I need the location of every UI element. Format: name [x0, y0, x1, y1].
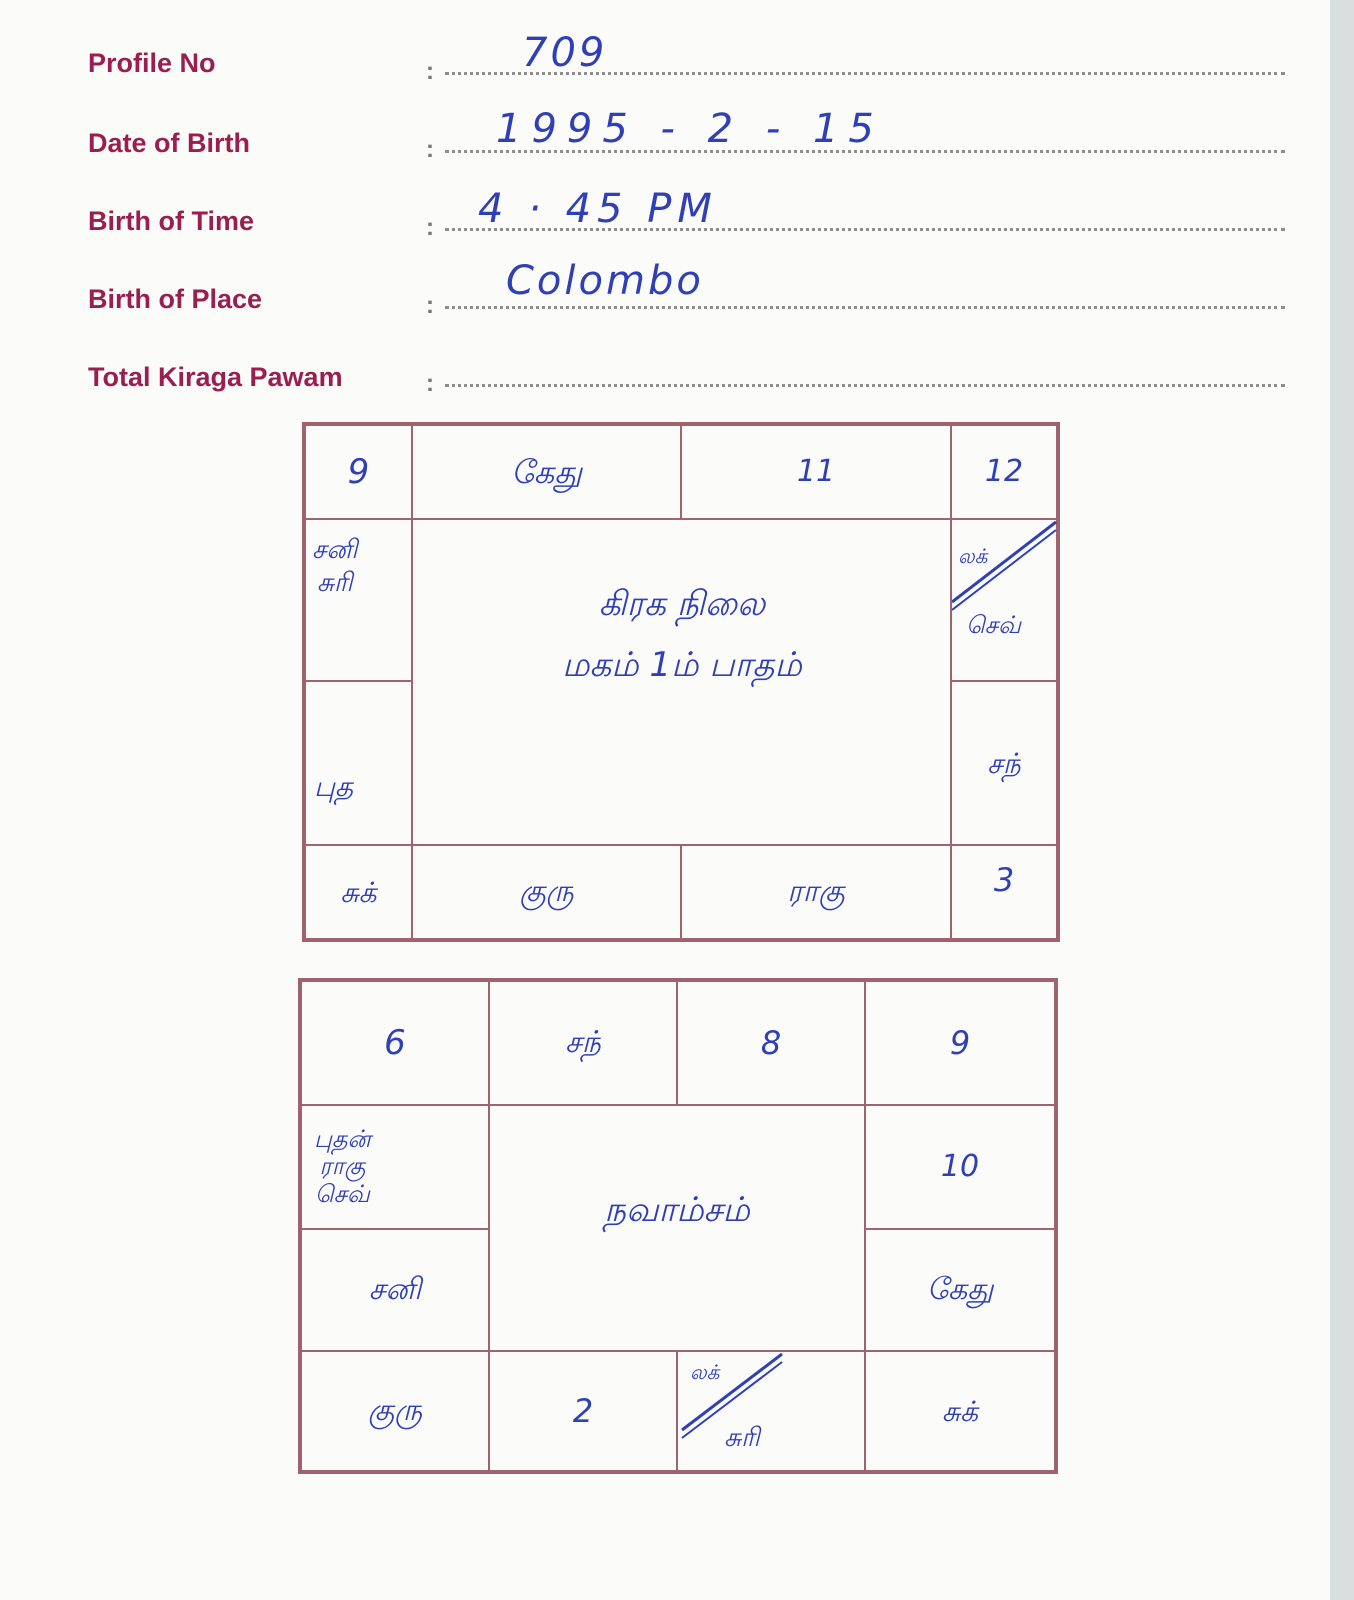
navamsa-cell-2-text: சந்: [565, 1025, 601, 1061]
rasi-cell-7: [304, 680, 413, 846]
navamsa-cell-10: [488, 1350, 678, 1472]
rasi-cell-10: [411, 844, 682, 940]
navamsa-cell-3: [676, 980, 866, 1106]
date-of-birth-value: 1995 - 2 - 15: [496, 106, 884, 152]
navamsa-cell-5-line-3: செவ்: [314, 1179, 370, 1208]
birth-place-value: Colombo: [506, 258, 704, 304]
navamsa-cell-5-line-1: புதன்: [314, 1124, 371, 1153]
rasi-cell-7-text: புத: [314, 770, 354, 803]
rasi-cell-9-text: சுக்: [340, 875, 377, 909]
navamsa-cell-11-planet: சுரி: [724, 1423, 760, 1453]
navamsa-cell-7: [300, 1228, 490, 1352]
rasi-cell-1-text: 9: [347, 451, 370, 492]
rasi-cell-2-text: கேது: [511, 453, 582, 491]
navamsa-chart-title: நவாம்சம்: [604, 1190, 750, 1230]
navamsa-cell-10-text: 2: [572, 1392, 594, 1430]
rasi-chart-nakshatra: மகம் 1ம் பாதம்: [562, 645, 802, 686]
navamsa-cell-4: [864, 980, 1056, 1106]
total-kiraga-pawam-colon: :: [426, 370, 434, 397]
rasi-cell-2: [411, 424, 682, 520]
birth-time-colon: :: [426, 214, 434, 241]
navamsa-chart: [298, 978, 1058, 1474]
navamsa-cell-3-text: 8: [760, 1024, 782, 1062]
navamsa-cell-5: [300, 1104, 490, 1230]
rasi-cell-5: [304, 518, 413, 682]
navamsa-cell-9: [300, 1350, 490, 1472]
rasi-cell-12-text: 3: [993, 861, 1015, 899]
birth-place-label: Birth of Place: [88, 284, 263, 314]
navamsa-cell-12-text: சுக்: [941, 1394, 979, 1428]
rasi-cell-1: [304, 424, 413, 520]
birth-place-colon: :: [426, 292, 434, 319]
rasi-cell-4-text: 12: [984, 454, 1024, 490]
rasi-cell-6-lagna: லக்: [958, 544, 988, 568]
rasi-cell-11-text: ராகு: [787, 874, 845, 910]
rasi-cell-3-text: 11: [796, 454, 836, 490]
rasi-cell-3: [680, 424, 952, 520]
navamsa-cell-5-line-2: ராகு: [319, 1152, 366, 1181]
navamsa-cell-4-text: 9: [949, 1024, 971, 1062]
navamsa-chart-centre: [490, 1190, 864, 1234]
navamsa-cell-8: [864, 1228, 1056, 1352]
navamsa-cell-12: [864, 1350, 1056, 1472]
rasi-cell-5-line-2: சுரி: [316, 567, 353, 598]
rasi-chart: [302, 422, 1060, 942]
page-edge: [1330, 0, 1354, 1600]
rasi-cell-4: [950, 424, 1058, 520]
profile-no-label: Profile No: [88, 48, 216, 78]
navamsa-cell-8-text: கேது: [926, 1272, 994, 1308]
rasi-cell-8: [950, 680, 1058, 846]
birth-place-line: [445, 306, 1285, 309]
date-of-birth-colon: :: [426, 136, 434, 163]
navamsa-cell-9-text: குரு: [367, 1393, 423, 1429]
navamsa-cell-6-text: 10: [940, 1149, 980, 1185]
rasi-chart-centre: [414, 574, 950, 696]
rasi-cell-6: [950, 518, 1058, 682]
total-kiraga-pawam-label: Total Kiraga Pawam: [88, 362, 343, 392]
total-kiraga-pawam-line: [445, 384, 1285, 387]
rasi-cell-9: [304, 844, 413, 940]
navamsa-cell-6: [864, 1104, 1056, 1230]
navamsa-cell-11-lagna: லக்: [690, 1360, 720, 1384]
rasi-cell-5-line-1: சனி: [312, 535, 358, 565]
rasi-cell-12: [950, 844, 1058, 940]
date-of-birth-label: Date of Birth: [88, 128, 250, 158]
profile-no-colon: :: [426, 58, 434, 85]
rasi-chart-title: கிரக நிலை: [598, 584, 766, 624]
rasi-cell-10-text: குரு: [519, 874, 574, 910]
navamsa-cell-2: [488, 980, 678, 1106]
rasi-cell-11: [680, 844, 952, 940]
navamsa-cell-1: [300, 980, 490, 1106]
profile-no-value: 709: [522, 30, 608, 76]
navamsa-cell-7-text: சனி: [368, 1272, 422, 1308]
navamsa-cell-11: [676, 1350, 866, 1472]
birth-time-value: 4 · 45 PM: [478, 186, 718, 232]
rasi-cell-8-text: சந்: [987, 746, 1021, 780]
rasi-cell-6-planet: செவ்: [966, 611, 1021, 639]
birth-time-label: Birth of Time: [88, 206, 255, 236]
navamsa-cell-1-text: 6: [384, 1022, 406, 1063]
